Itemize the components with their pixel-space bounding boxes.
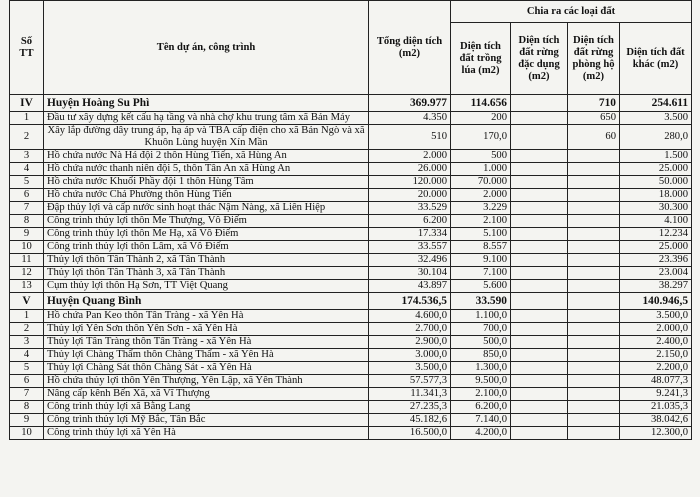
rice-area: 500,0	[451, 336, 511, 349]
table-row	[10, 176, 692, 189]
row-number: 3	[10, 336, 44, 349]
section-rice: 33.590	[451, 293, 511, 310]
section-special-forest	[511, 95, 568, 112]
row-number: 9	[10, 228, 44, 241]
table-row	[10, 375, 692, 388]
rice-area: 2.000	[451, 189, 511, 202]
row-number: 8	[10, 401, 44, 414]
special-forest-area	[511, 215, 568, 228]
other-area: 12.234	[620, 228, 692, 241]
rice-area: 1.000	[451, 163, 511, 176]
total-area: 45.182,6	[369, 414, 451, 427]
total-area: 43.897	[369, 280, 451, 293]
header-land-type-group: Chia ra các loại đất	[451, 1, 692, 23]
project-name: Xây lắp đường dây trung áp, hạ áp và TBA cấp điện cho xã Bản Ngò và xã Khuôn Lùng huyện Xín Mần	[44, 125, 369, 150]
table-body	[10, 95, 692, 440]
other-area: 23.004	[620, 267, 692, 280]
section-index: V	[10, 293, 44, 310]
protective-forest-area	[568, 202, 620, 215]
section-name: Huyện Hoàng Su Phì	[44, 95, 369, 112]
row-number: 12	[10, 267, 44, 280]
table-row	[10, 349, 692, 362]
section-total: 369.977	[369, 95, 451, 112]
protective-forest-area	[568, 388, 620, 401]
section-total: 174.536,5	[369, 293, 451, 310]
protective-forest-area	[568, 375, 620, 388]
table-row	[10, 280, 692, 293]
project-name: Hồ chứa nước Chả Phường thôn Hùng Tiến	[44, 189, 369, 202]
other-area: 2.150,0	[620, 349, 692, 362]
table-row	[10, 125, 692, 150]
project-name: Công trình thủy lợi xã Bằng Lang	[44, 401, 369, 414]
row-number: 6	[10, 375, 44, 388]
protective-forest-area: 650	[568, 112, 620, 125]
table-row	[10, 215, 692, 228]
table-row	[10, 388, 692, 401]
other-area: 38.297	[620, 280, 692, 293]
special-forest-area	[511, 375, 568, 388]
rice-area: 7.140,0	[451, 414, 511, 427]
row-number: 9	[10, 414, 44, 427]
special-forest-area	[511, 241, 568, 254]
land-use-table	[9, 0, 692, 440]
total-area: 32.496	[369, 254, 451, 267]
project-name: Thủy lợi Chàng Thẩm thôn Chàng Thẩm - xã Yên Hà	[44, 349, 369, 362]
total-area: 26.000	[369, 163, 451, 176]
table-row	[10, 254, 692, 267]
total-area: 16.500,0	[369, 427, 451, 440]
section-rice: 114.656	[451, 95, 511, 112]
special-forest-area	[511, 189, 568, 202]
row-number: 6	[10, 189, 44, 202]
table-row	[10, 241, 692, 254]
total-area: 120.000	[369, 176, 451, 189]
project-name: Công trình thủy lợi thôn Me Hạ, xã Vô Điếm	[44, 228, 369, 241]
header-special-forest-area: Diện tích đất rừng đặc dụng (m2)	[511, 23, 568, 95]
total-area: 2.000	[369, 150, 451, 163]
total-area: 2.900,0	[369, 336, 451, 349]
rice-area: 70.000	[451, 176, 511, 189]
other-area: 25.000	[620, 163, 692, 176]
protective-forest-area	[568, 189, 620, 202]
total-area: 4.350	[369, 112, 451, 125]
total-area: 6.200	[369, 215, 451, 228]
project-name: Công trình thủy lợi thôn Lâm, xã Vô Điếm	[44, 241, 369, 254]
section-special-forest	[511, 293, 568, 310]
rice-area: 1.100,0	[451, 310, 511, 323]
rice-area: 500	[451, 150, 511, 163]
special-forest-area	[511, 388, 568, 401]
project-name: Nâng cấp kênh Bến Xã, xã Vĩ Thượng	[44, 388, 369, 401]
rice-area: 8.557	[451, 241, 511, 254]
land-use-table-sheet	[9, 0, 691, 440]
row-number: 11	[10, 254, 44, 267]
row-number: 13	[10, 280, 44, 293]
header-rice-area: Diện tích đất trồng lúa (m2)	[451, 23, 511, 95]
special-forest-area	[511, 323, 568, 336]
special-forest-area	[511, 202, 568, 215]
protective-forest-area	[568, 241, 620, 254]
rice-area: 200	[451, 112, 511, 125]
header-other-area: Diện tích đất khác (m2)	[620, 23, 692, 95]
other-area: 1.500	[620, 150, 692, 163]
rice-area: 2.100,0	[451, 388, 511, 401]
rice-area: 3.229	[451, 202, 511, 215]
other-area: 25.000	[620, 241, 692, 254]
project-name: Thủy lợi thôn Tân Thành 3, xã Tân Thành	[44, 267, 369, 280]
rice-area: 170,0	[451, 125, 511, 150]
table-row	[10, 267, 692, 280]
total-area: 30.104	[369, 267, 451, 280]
rice-area: 7.100	[451, 267, 511, 280]
rice-area: 9.100	[451, 254, 511, 267]
rice-area: 5.100	[451, 228, 511, 241]
other-area: 48.077,3	[620, 375, 692, 388]
other-area: 3.500,0	[620, 310, 692, 323]
protective-forest-area: 60	[568, 125, 620, 150]
project-name: Thủy lợi Yên Sơn thôn Yên Sơn - xã Yên Hà	[44, 323, 369, 336]
table-row	[10, 189, 692, 202]
protective-forest-area	[568, 336, 620, 349]
other-area: 12.300,0	[620, 427, 692, 440]
total-area: 2.700,0	[369, 323, 451, 336]
header-protective-forest-area: Diện tích đất rừng phòng hộ (m2)	[568, 23, 620, 95]
special-forest-area	[511, 254, 568, 267]
protective-forest-area	[568, 150, 620, 163]
section-other: 140.946,5	[620, 293, 692, 310]
project-name: Hồ chứa thủy lợi thôn Yên Thượng, Yên Lập, xã Yên Thành	[44, 375, 369, 388]
other-area: 23.396	[620, 254, 692, 267]
total-area: 17.334	[369, 228, 451, 241]
row-number: 2	[10, 323, 44, 336]
row-number: 7	[10, 202, 44, 215]
row-number: 2	[10, 125, 44, 150]
other-area: 2.400,0	[620, 336, 692, 349]
table-row	[10, 112, 692, 125]
other-area: 30.300	[620, 202, 692, 215]
special-forest-area	[511, 163, 568, 176]
project-name: Hồ chứa nước thanh niên đội 5, thôn Tân An xã Hùng An	[44, 163, 369, 176]
table-row	[10, 202, 692, 215]
protective-forest-area	[568, 163, 620, 176]
project-name: Thủy lợi Tân Tràng thôn Tân Tràng - xã Yên Hà	[44, 336, 369, 349]
table-row	[10, 414, 692, 427]
row-number: 4	[10, 349, 44, 362]
total-area: 33.557	[369, 241, 451, 254]
other-area: 280,0	[620, 125, 692, 150]
special-forest-area	[511, 336, 568, 349]
special-forest-area	[511, 414, 568, 427]
total-area: 3.500,0	[369, 362, 451, 375]
table-row	[10, 323, 692, 336]
rice-area: 2.100	[451, 215, 511, 228]
protective-forest-area	[568, 228, 620, 241]
section-protective-forest	[568, 293, 620, 310]
protective-forest-area	[568, 215, 620, 228]
protective-forest-area	[568, 401, 620, 414]
total-area: 510	[369, 125, 451, 150]
project-name: Hồ chứa nước Nà Há đội 2 thôn Hùng Tiến, xã Hùng An	[44, 150, 369, 163]
table-row	[10, 427, 692, 440]
project-name: Hồ chứa nước Khuổi Phầy đội 1 thôn Hùng Tâm	[44, 176, 369, 189]
row-number: 10	[10, 241, 44, 254]
special-forest-area	[511, 125, 568, 150]
other-area: 21.035,3	[620, 401, 692, 414]
section-row	[10, 95, 692, 112]
total-area: 27.235,3	[369, 401, 451, 414]
rice-area: 700,0	[451, 323, 511, 336]
header-total-area: Tổng diện tích (m2)	[369, 1, 451, 95]
total-area: 11.341,3	[369, 388, 451, 401]
row-number: 5	[10, 362, 44, 375]
rice-area: 5.600	[451, 280, 511, 293]
row-number: 1	[10, 112, 44, 125]
protective-forest-area	[568, 414, 620, 427]
total-area: 57.577,3	[369, 375, 451, 388]
row-number: 10	[10, 427, 44, 440]
section-name: Huyện Quang Bình	[44, 293, 369, 310]
other-area: 38.042,6	[620, 414, 692, 427]
rice-area: 4.200,0	[451, 427, 511, 440]
total-area: 3.000,0	[369, 349, 451, 362]
special-forest-area	[511, 349, 568, 362]
protective-forest-area	[568, 362, 620, 375]
table-row	[10, 310, 692, 323]
row-number: 7	[10, 388, 44, 401]
other-area: 3.500	[620, 112, 692, 125]
table-row	[10, 150, 692, 163]
protective-forest-area	[568, 267, 620, 280]
special-forest-area	[511, 280, 568, 293]
special-forest-area	[511, 267, 568, 280]
header-project-name: Tên dự án, công trình	[44, 1, 369, 95]
protective-forest-area	[568, 280, 620, 293]
project-name: Công trình thủy lợi xã Yên Hà	[44, 427, 369, 440]
total-area: 4.600,0	[369, 310, 451, 323]
project-name: Công trình thủy lợi Mỹ Bắc, Tân Bắc	[44, 414, 369, 427]
special-forest-area	[511, 362, 568, 375]
special-forest-area	[511, 176, 568, 189]
table-row	[10, 228, 692, 241]
rice-area: 6.200,0	[451, 401, 511, 414]
other-area: 50.000	[620, 176, 692, 189]
special-forest-area	[511, 150, 568, 163]
table-header	[10, 1, 692, 95]
rice-area: 1.300,0	[451, 362, 511, 375]
protective-forest-area	[568, 254, 620, 267]
project-name: Công trình thủy lợi thôn Me Thượng, Vô Điếm	[44, 215, 369, 228]
project-name: Đầu tư xây dựng kết cấu hạ tầng và nhà chợ khu trung tâm xã Bản Máy	[44, 112, 369, 125]
total-area: 33.529	[369, 202, 451, 215]
rice-area: 9.500,0	[451, 375, 511, 388]
other-area: 4.100	[620, 215, 692, 228]
rice-area: 850,0	[451, 349, 511, 362]
special-forest-area	[511, 401, 568, 414]
section-index: IV	[10, 95, 44, 112]
protective-forest-area	[568, 176, 620, 189]
other-area: 2.000,0	[620, 323, 692, 336]
special-forest-area	[511, 228, 568, 241]
row-number: 5	[10, 176, 44, 189]
protective-forest-area	[568, 427, 620, 440]
special-forest-area	[511, 310, 568, 323]
project-name: Đập thủy lợi và cấp nước sinh hoạt thác Nậm Nàng, xã Liên Hiệp	[44, 202, 369, 215]
project-name: Thủy lợi Chàng Sát thôn Chàng Sát - xã Yên Hà	[44, 362, 369, 375]
table-row	[10, 401, 692, 414]
section-row	[10, 293, 692, 310]
row-number: 1	[10, 310, 44, 323]
total-area: 20.000	[369, 189, 451, 202]
protective-forest-area	[568, 349, 620, 362]
other-area: 18.000	[620, 189, 692, 202]
special-forest-area	[511, 427, 568, 440]
row-number: 8	[10, 215, 44, 228]
protective-forest-area	[568, 310, 620, 323]
table-row	[10, 163, 692, 176]
project-name: Cụm thủy lợi thôn Hạ Sơn, TT Việt Quang	[44, 280, 369, 293]
header-stt: Số TT	[10, 1, 44, 95]
project-name: Thủy lợi thôn Tân Thành 2, xã Tân Thành	[44, 254, 369, 267]
project-name: Hồ chứa Pan Keo thôn Tân Tràng - xã Yên Hà	[44, 310, 369, 323]
section-protective-forest: 710	[568, 95, 620, 112]
protective-forest-area	[568, 323, 620, 336]
other-area: 2.200,0	[620, 362, 692, 375]
special-forest-area	[511, 112, 568, 125]
section-other: 254.611	[620, 95, 692, 112]
row-number: 4	[10, 163, 44, 176]
table-row	[10, 336, 692, 349]
table-row	[10, 362, 692, 375]
row-number: 3	[10, 150, 44, 163]
other-area: 9.241,3	[620, 388, 692, 401]
